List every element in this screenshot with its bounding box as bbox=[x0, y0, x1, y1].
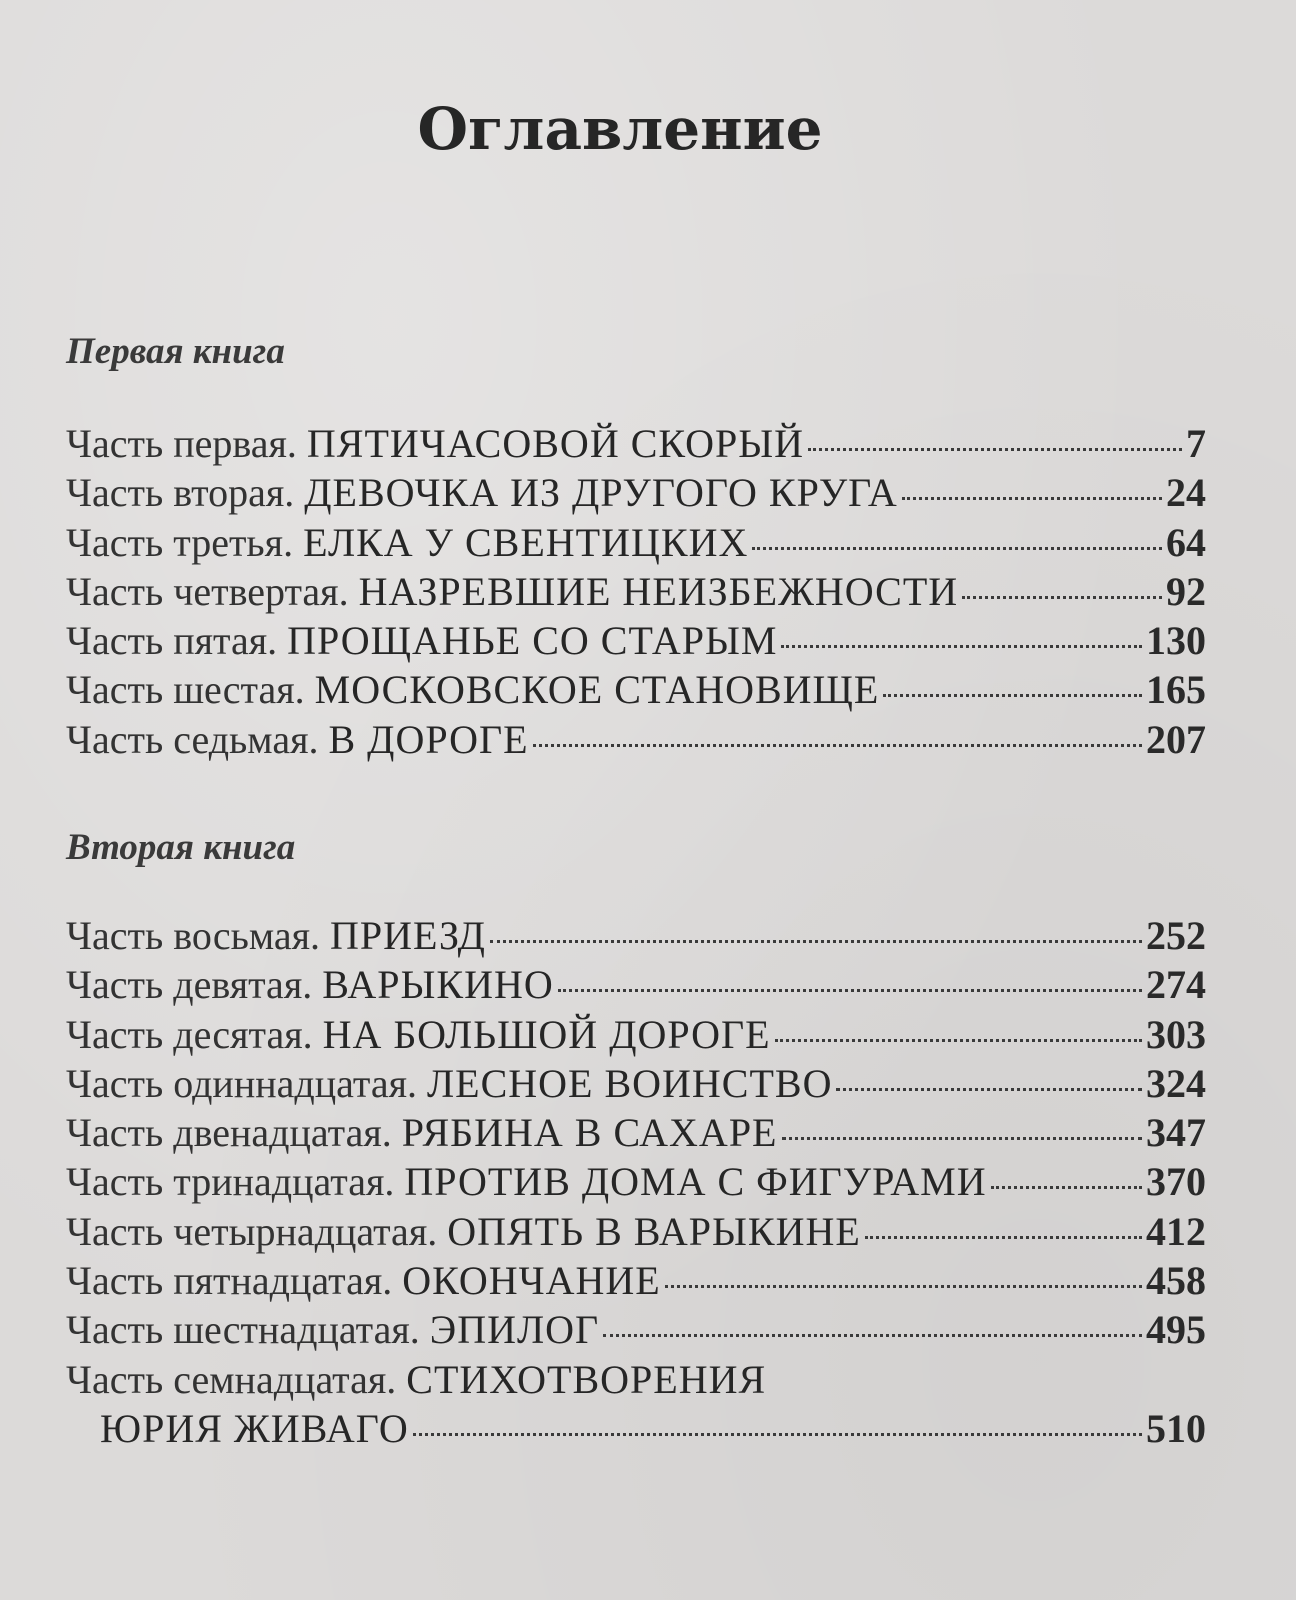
toc-entry-part: Часть пятая. bbox=[66, 618, 278, 664]
toc-entry-page: 92 bbox=[1166, 568, 1206, 614]
toc-entry-title: ВАРЫКИНО bbox=[322, 962, 554, 1008]
dot-leader bbox=[665, 1285, 1142, 1288]
toc-entry-page: 7 bbox=[1186, 421, 1206, 466]
dot-leader bbox=[533, 744, 1142, 747]
toc-entry-part: Часть восьмая. bbox=[66, 913, 321, 958]
toc-entry bbox=[66, 1356, 1206, 1452]
toc-entry-page: 252 bbox=[1146, 913, 1206, 958]
toc-entry-part: Часть двенадцатая. bbox=[66, 1110, 392, 1156]
toc-list-second-book bbox=[66, 912, 1206, 1452]
toc-entry bbox=[66, 1257, 1206, 1306]
toc-entry-page: 510 bbox=[1146, 1405, 1206, 1451]
dot-leader bbox=[490, 940, 1142, 943]
toc-entry-part: Часть девятая. bbox=[66, 962, 313, 1008]
toc-entry-title: ЕЛКА У СВЕНТИЦКИХ bbox=[303, 519, 749, 565]
dot-leader bbox=[991, 1186, 1142, 1189]
toc-entry-part: Часть десятая. bbox=[66, 1011, 313, 1057]
page-title: Оглавление bbox=[417, 95, 823, 163]
toc-entry-title: НА БОЛЬШОЙ ДОРОГЕ bbox=[322, 1011, 771, 1057]
dot-leader bbox=[865, 1236, 1142, 1239]
toc-entry-page: 303 bbox=[1146, 1011, 1206, 1057]
toc-entry-title-continued: ЮРИЯ ЖИВАГО bbox=[100, 1405, 409, 1451]
toc-entry bbox=[66, 617, 1206, 666]
toc-entry-title: ПРОЩАНЬЕ СО СТАРЫМ bbox=[287, 618, 778, 664]
toc-entry-title: ДЕВОЧКА ИЗ ДРУГОГО КРУГА bbox=[304, 470, 898, 516]
toc-entry-page: 347 bbox=[1146, 1110, 1206, 1156]
toc-entry-title: ОКОНЧАНИЕ bbox=[402, 1258, 661, 1304]
toc-entry bbox=[66, 1158, 1206, 1207]
toc-entry-page: 274 bbox=[1146, 962, 1206, 1008]
toc-entry-title: В ДОРОГЕ bbox=[328, 716, 529, 762]
book-heading-second: Вторая книга bbox=[66, 827, 296, 868]
toc-entry-part: Часть седьмая. bbox=[66, 716, 319, 762]
dot-leader bbox=[558, 989, 1142, 992]
toc-entry-part: Часть шестая. bbox=[66, 667, 305, 713]
toc-entry-title: ОПЯТЬ В ВАРЫКИНЕ bbox=[447, 1208, 861, 1254]
dot-leader bbox=[782, 1137, 1143, 1140]
toc-entry bbox=[66, 912, 1206, 961]
toc-entry bbox=[66, 666, 1206, 715]
toc-entry-page: 207 bbox=[1146, 716, 1206, 762]
dot-leader bbox=[781, 645, 1142, 648]
toc-list-first-book bbox=[66, 420, 1206, 765]
toc-entry-page: 412 bbox=[1146, 1208, 1206, 1254]
toc-entry-title: ЛЕСНОЕ ВОИНСТВО bbox=[427, 1060, 833, 1106]
toc-entry-part: Часть тринадцатая. bbox=[66, 1159, 395, 1205]
toc-entry-title: ПЯТИЧАСОВОЙ СКОРЫЙ bbox=[306, 421, 804, 466]
toc-entry bbox=[66, 1011, 1206, 1060]
dot-leader bbox=[413, 1433, 1142, 1436]
toc-entry bbox=[66, 519, 1206, 568]
toc-entry-title: РЯБИНА В САХАРЕ bbox=[401, 1110, 778, 1156]
toc-entry-title: МОСКОВСКОЕ СТАНОВИЩЕ bbox=[314, 667, 880, 713]
toc-entry-part: Часть первая. bbox=[66, 421, 297, 466]
toc-entry-page: 130 bbox=[1146, 618, 1206, 664]
toc-entry-title: ЭПИЛОГ bbox=[429, 1307, 600, 1353]
toc-entry bbox=[66, 716, 1206, 765]
toc-entry bbox=[66, 469, 1206, 518]
toc-entry-part: Часть семнадцатая. bbox=[66, 1356, 397, 1402]
toc-entry bbox=[66, 568, 1206, 617]
toc-entry bbox=[66, 961, 1206, 1010]
toc-entry-part: Часть пятнадцатая. bbox=[66, 1258, 393, 1304]
toc-entry-part: Часть шестнадцатая. bbox=[66, 1307, 420, 1353]
toc-entry-part: Часть одиннадцатая. bbox=[66, 1060, 417, 1106]
toc-entry-line-2 bbox=[66, 1405, 1206, 1452]
toc-entry bbox=[66, 1208, 1206, 1257]
toc-entry bbox=[66, 1109, 1206, 1158]
toc-entry-page: 324 bbox=[1146, 1060, 1206, 1106]
toc-entry bbox=[66, 1306, 1206, 1355]
toc-entry-page: 165 bbox=[1146, 667, 1206, 713]
toc-entry bbox=[66, 420, 1206, 469]
dot-leader bbox=[603, 1334, 1142, 1337]
toc-entry-part: Часть четвертая. bbox=[66, 568, 349, 614]
toc-entry-line-1 bbox=[66, 1356, 1206, 1405]
dot-leader bbox=[752, 547, 1162, 550]
toc-entry-page: 458 bbox=[1146, 1258, 1206, 1304]
toc-entry-part: Часть вторая. bbox=[66, 470, 295, 516]
dot-leader bbox=[883, 694, 1142, 697]
toc-entry-page: 495 bbox=[1146, 1307, 1206, 1353]
dot-leader bbox=[775, 1039, 1142, 1042]
dot-leader bbox=[836, 1088, 1142, 1091]
toc-entry-page: 64 bbox=[1166, 519, 1206, 565]
toc-entry-title: СТИХОТВОРЕНИЯ bbox=[406, 1356, 767, 1402]
toc-entry-title: НАЗРЕВШИЕ НЕИЗБЕЖНОСТИ bbox=[358, 568, 959, 614]
toc-entry-part: Часть четырнадцатая. bbox=[66, 1208, 438, 1254]
dot-leader bbox=[902, 497, 1162, 500]
toc-entry-page: 24 bbox=[1166, 470, 1206, 516]
toc-entry-title: ПРОТИВ ДОМА С ФИГУРАМИ bbox=[404, 1159, 987, 1205]
toc-entry bbox=[66, 1060, 1206, 1109]
toc-entry-part: Часть третья. bbox=[66, 519, 294, 565]
dot-leader bbox=[808, 448, 1182, 451]
toc-entry-page: 370 bbox=[1146, 1159, 1206, 1205]
dot-leader bbox=[962, 596, 1162, 599]
toc-entry-title: ПРИЕЗД bbox=[330, 913, 486, 958]
book-heading-first: Первая книга bbox=[66, 331, 285, 372]
